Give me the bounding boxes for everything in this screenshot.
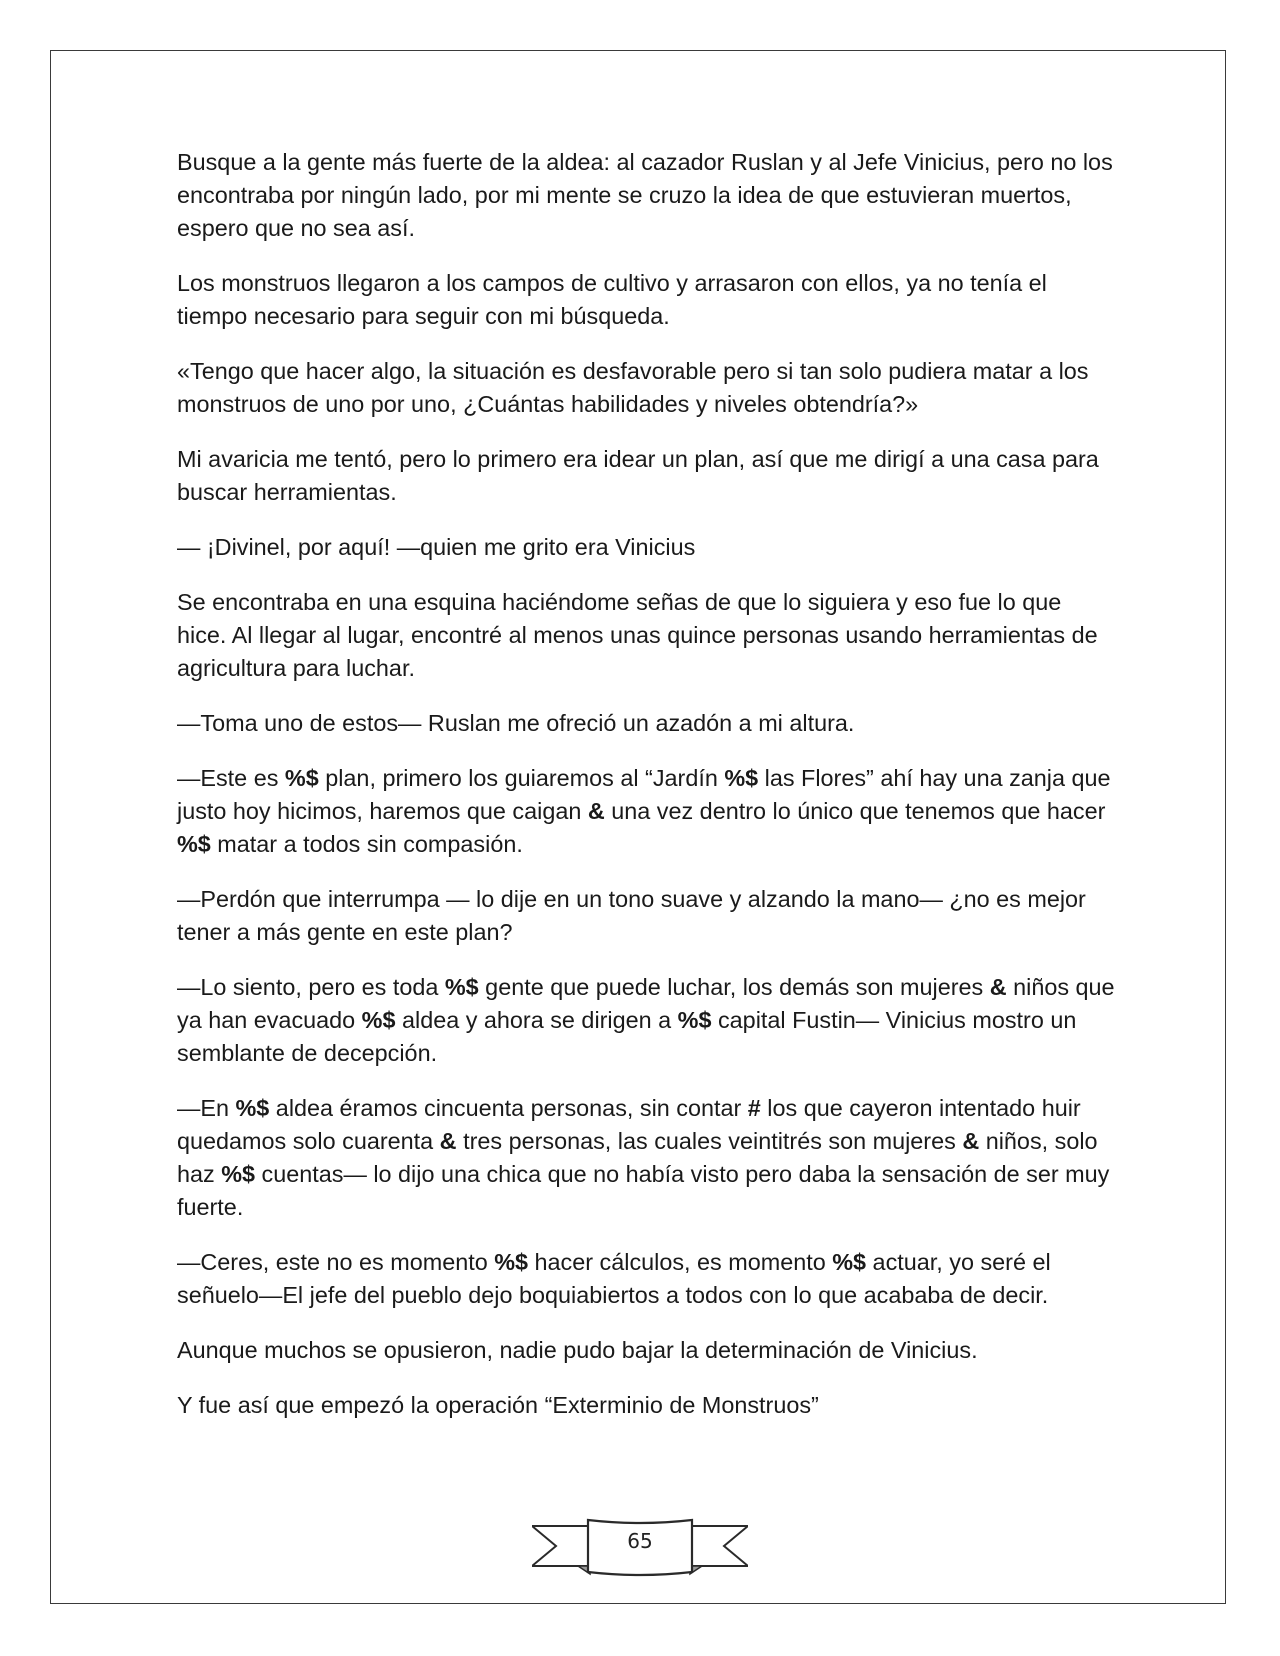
text-run: aldea y ahora se dirigen a (395, 1007, 678, 1033)
document-body (177, 146, 1117, 1444)
text-run: gente que puede luchar, los demás son mujeres (478, 974, 990, 1000)
paragraph (177, 531, 1117, 564)
paragraph (177, 1246, 1117, 1312)
text-run: Los monstruos llegaron a los campos de cultivo y arrasaron con ellos, ya no tenía el tiempo necesario para seguir con mi búsqueda. (177, 270, 1047, 329)
text-run: capital Fustin— Vinicius mostro un semblante de decepción. (177, 1007, 1077, 1066)
text-run: niños que ya han evacuado (177, 974, 1115, 1033)
text-run: Mi avaricia me tentó, pero lo primero era idear un plan, así que me dirigí a una casa para buscar herramientas. (177, 446, 1099, 505)
bold-symbol: & (587, 798, 605, 824)
bold-symbol: & (962, 1128, 980, 1154)
paragraph (177, 586, 1117, 685)
text-run: —Lo siento, pero es toda (177, 974, 445, 1000)
paragraph (177, 762, 1117, 861)
text-run: —Ceres, este no es momento (177, 1249, 495, 1275)
paragraph (177, 707, 1117, 740)
text-run: aldea éramos cincuenta personas, sin contar (269, 1095, 748, 1121)
text-run: Y fue así que empezó la operación “Exterminio de Monstruos” (177, 1392, 819, 1418)
paragraph (177, 443, 1117, 509)
paragraph (177, 355, 1117, 421)
text-run: —Perdón que interrumpa — lo dije en un tono suave y alzando la mano— ¿no es mejor tener a más gente en este plan? (177, 886, 1086, 945)
text-run: tres personas, las cuales veintitrés son mujeres (456, 1128, 963, 1154)
text-run: —En (177, 1095, 236, 1121)
text-run: actuar, yo seré el señuelo—El jefe del pueblo dejo boquiabiertos a todos con lo que acababa de decir. (177, 1249, 1051, 1308)
paragraph (177, 1334, 1117, 1367)
text-run: cuentas— lo dijo una chica que no había visto pero daba la sensación de ser muy fuerte. (177, 1161, 1110, 1220)
bold-symbol: %$ (832, 1249, 867, 1275)
bold-symbol: # (747, 1095, 761, 1121)
page-number: 65 (627, 1529, 653, 1553)
bold-symbol: %$ (444, 974, 479, 1000)
text-run: «Tengo que hacer algo, la situación es desfavorable pero si tan solo pudiera matar a los monstruos de uno por uno, ¿Cuántas habilidades y niveles obtendría?» (177, 358, 1089, 417)
bold-symbol: %$ (361, 1007, 396, 1033)
bold-symbol: %$ (221, 1161, 256, 1187)
text-run: Aunque muchos se opusieron, nadie pudo bajar la determinación de Vinicius. (177, 1337, 978, 1363)
bold-symbol: %$ (284, 765, 319, 791)
text-run: Se encontraba en una esquina haciéndome señas de que lo siguiera y eso fue lo que hice. Al llegar al lugar, encontré al menos unas quince personas usando herramientas de agricultura para luchar. (177, 589, 1098, 681)
text-run: hacer cálculos, es momento (528, 1249, 833, 1275)
paragraph (177, 883, 1117, 949)
text-run: —Toma uno de estos— Ruslan me ofreció un azadón a mi altura. (177, 710, 855, 736)
bold-symbol: %$ (177, 831, 211, 857)
paragraph (177, 1389, 1117, 1422)
text-run: —Este es (177, 765, 285, 791)
bold-symbol: %$ (494, 1249, 529, 1275)
text-run: Busque a la gente más fuerte de la aldea: al cazador Ruslan y al Jefe Vinicius, pero no los encontraba por ningún lado, por mi mente se cruzo la idea de que estuvieran muertos, espero que no sea así. (177, 149, 1113, 241)
paragraph (177, 267, 1117, 333)
text-run: una vez dentro lo único que tenemos que hacer (604, 798, 1106, 824)
bold-symbol: & (439, 1128, 457, 1154)
bold-symbol: %$ (724, 765, 759, 791)
text-run: plan, primero los guiaremos al “Jardín (318, 765, 725, 791)
bold-symbol: %$ (235, 1095, 270, 1121)
text-run: — ¡Divinel, por aquí! —quien me grito era Vinicius (177, 534, 696, 560)
bold-symbol: & (989, 974, 1007, 1000)
bold-symbol: %$ (677, 1007, 712, 1033)
text-run: los que cayeron intentado huir quedamos solo cuarenta (177, 1095, 1081, 1154)
text-run: las Flores” ahí hay una zanja que justo hoy hicimos, haremos que caigan (177, 765, 1111, 824)
paragraph (177, 146, 1117, 245)
text-run: niños, solo haz (177, 1128, 1098, 1187)
paragraph (177, 1092, 1117, 1224)
paragraph (177, 971, 1117, 1070)
page-number-ribbon (532, 1514, 748, 1584)
text-run: matar a todos sin compasión. (210, 831, 523, 857)
